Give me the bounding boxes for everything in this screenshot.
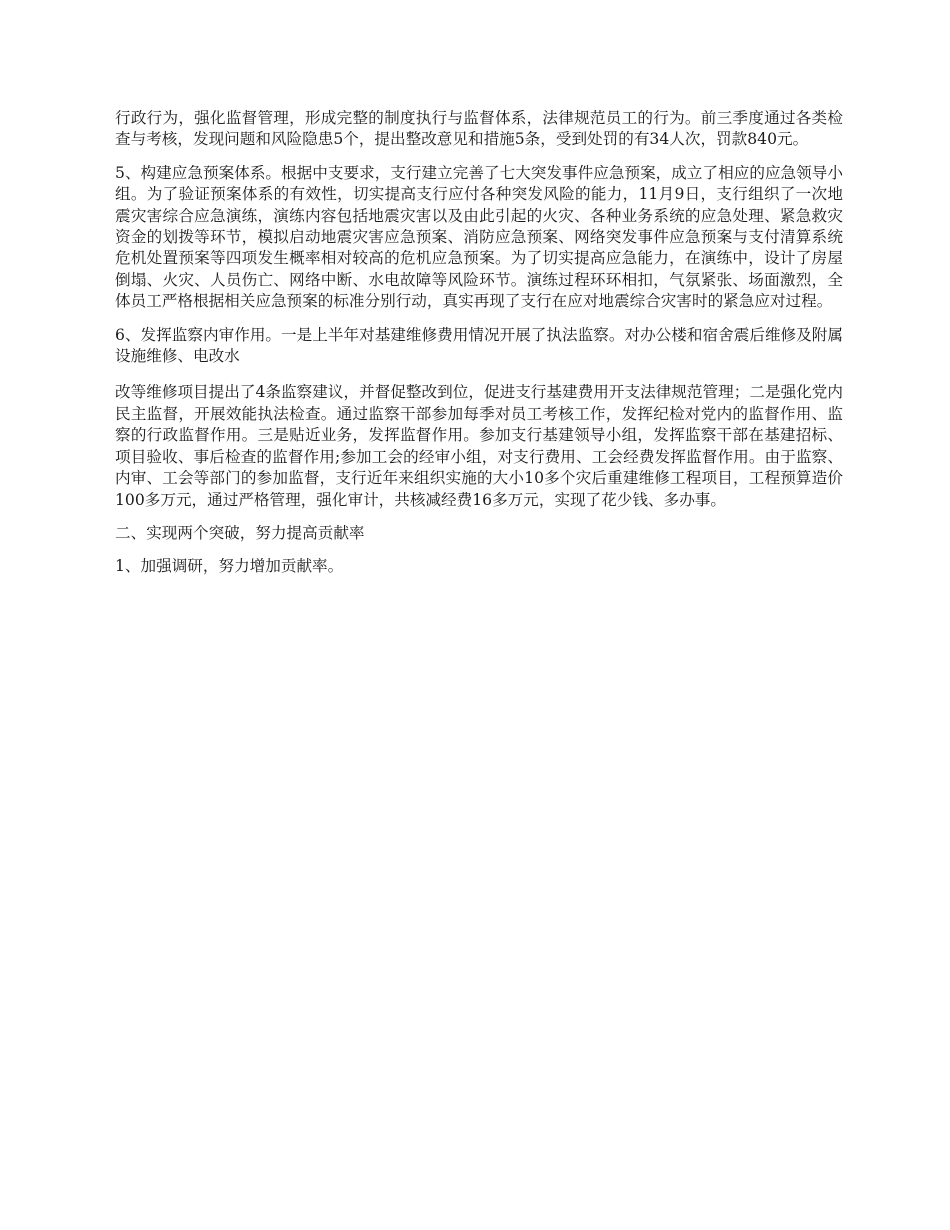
section-heading-two-breakthroughs: 二、实现两个突破，努力提高贡献率 [115,523,365,542]
paragraph-supervision-detail: 改等维修项目提出了4条监察建议，并督促整改到位，促进支行基建费用开支法律规范管理；二是强化党内民主监督，开展效能执法检查。通过监察干部参加每季对员工考核工作，发挥纪检对党内的监督作用、监察的行政监督作用。三是贴近业务，发挥监督作用。参加支行基建领导小组，发挥监察干部在基建招标、项目验收、事后检查的监督作用;参加工会的经审小组，对支行费用、工会经费发挥监督作用。由于监察、内审、工会等部门的参加监督，支行近年来组织实施的大小10多个灾后重建维修工程项目，工程预算造价100多万元，通过严格管理，强化审计，共核减经费16多万元，实现了花少钱、多办事。 [115,383,844,509]
document-page [115,108,843,590]
paragraph-discipline-summary: 行政行为，强化监督管理，形成完整的制度执行与监督体系，法律规范员工的行为。前三季度通过各类检查与考核，发现问题和风险隐患5个，提出整改意见和措施5条，受到处罚的有34人次，罚款840元。 [115,109,843,149]
paragraph-research: 1、加强调研，努力增加贡献率。 [115,557,344,576]
paragraph-emergency-plan: 5、构建应急预案体系。根据中支要求，支行建立完善了七大突发事件应急预案，成立了相应的应急领导小组。为了验证预案体系的有效性，切实提高支行应付各种突发风险的能力，11月9日，支行组织了一次地震灾害综合应急演练，演练内容包括地震灾害以及由此引起的火灾、各种业务系统的应急处理、紧急救灾资金的划拨等环节，模拟启动地震灾害应急预案、消防应急预案、网络突发事件应急预案与支付清算系统危机处置预案等四项发生概率相对较高的危机应急预案。为了切实提高应急能力，在演练中，设计了房屋倒塌、火灾、人员伤亡、网络中断、水电故障等风险环节。演练过程环环相扣，气氛紧张、场面激烈，全体员工严格根据相关应急预案的标准分别行动，真实再现了支行在应对地震综合灾害时的紧急应对过程。 [115,163,843,311]
paragraph-supervision-intro: 6、发挥监察内审作用。一是上半年对基建维修费用情况开展了执法监察。对办公楼和宿舍震后维修及附属设施维修、电改水 [115,325,843,366]
